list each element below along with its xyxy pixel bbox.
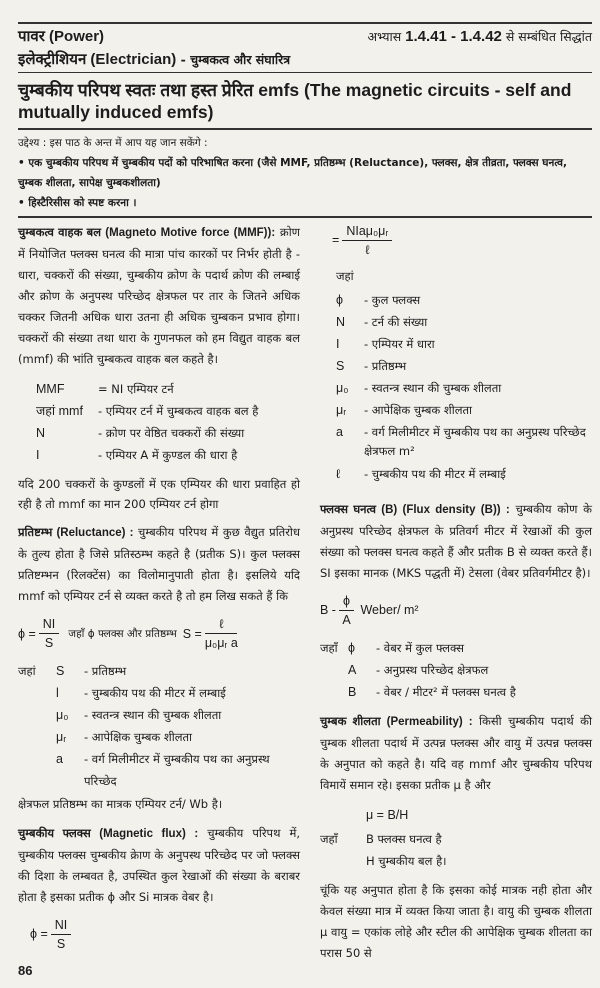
def-text: - वेबर / मीटर² में फ्लक्स घनत्व है — [376, 685, 516, 699]
def-text: - प्रतिष्ठम्भ — [84, 664, 127, 678]
def-symbol: a — [56, 752, 63, 766]
mmf-example: यदि 200 चक्करों के कुण्डलों में एक एम्पियर की धारा प्रवाहित हो रही है तो mmf का मान 200 एम्पियर टर्न होगा — [18, 477, 300, 511]
def-row — [348, 681, 592, 703]
flux-density-heading: फ्लक्स घनत्व (B) (Flux density (B)) : — [320, 504, 510, 516]
right-column — [320, 222, 592, 978]
def-text: - कुल फ्लक्स — [364, 293, 421, 307]
mmf-section — [18, 222, 300, 370]
objectives-rule — [18, 216, 592, 218]
reluctance-text: चुम्बकीय परिपथ में कुछ वैद्युत प्रतिरोध के तुल्य होता है जिसे प्रतिस्ठम्भ कहते है (प्रतीक S)। कुल फ्लक्स प्रतिष्टम्भन (रिलक्टेंस) का विलोमानुपाती होता है। इसलिये यदि mmf को एम्पियर टर्न से व्यक्त करते है तो हम लिख सकते हैं कि — [18, 525, 300, 603]
def-symbol: μ₀ — [336, 381, 349, 395]
def-row — [336, 289, 592, 311]
mmf-text: क्रोण में नियोजित फ्लक्स घनत्व की मात्रा पांच कारकों पर निर्भर होती है - धारा, चक्करों की संख्या, चुम्बकीय क्रोण के पदार्थ क्रोण की लम्बाई और क्रोण के अनुपस्थ परिच्छेद क्षेत्रफल पर तार के जितने अधिक चक्कर जितनी अधिक धारा उतना ही अधिक चुम्बकन प्रभाव होगा। चक्करों की संख्या तथा धारा के गुणनफल को हम विद्युत वाहक बल (mmf) की भांति चुम्बकत्व वाहक बल कहते है। — [18, 225, 301, 366]
def-symbol: ϕ — [348, 641, 356, 655]
mmf-definitions — [18, 378, 300, 466]
denominator: ℓ — [365, 243, 370, 257]
def-symbol: B — [348, 685, 357, 699]
def-text: = NI एम्पियर टर्न — [98, 382, 174, 396]
def-row — [36, 400, 300, 422]
numerator: ϕ — [339, 592, 354, 611]
columns — [18, 222, 592, 978]
formula-unit: Weber/ m² — [360, 602, 419, 617]
numerator: NI — [51, 916, 72, 935]
def-row — [56, 682, 300, 704]
def-row — [336, 423, 592, 461]
reluctance-formula — [18, 615, 300, 652]
formula-note: जहाँ ϕ फ्लक्स और प्रतिष्ठम्भ — [68, 627, 177, 640]
def-row — [36, 444, 300, 466]
reluctance-unit: क्षेत्रफल प्रतिष्ठम्भ का मात्रक एम्पियर टर्न/ Wb है। — [18, 797, 223, 811]
def-symbol: MMF — [36, 382, 65, 396]
trade-topic: - चुम्बकत्व और संघारित्र — [176, 51, 291, 67]
flux-text: चुम्बकीय परिपथ में, चुम्बकीय फ्लक्स चुम्बकीय क्रेाण के अनुपस्थ परिच्छेद पर जो फ्लक्स की दिशा के लम्बवत है, उपस्थित कुल रेखाओं की संख्या के बराबर होता है इसका प्रतीक ϕ और Si मात्रक वेबर है। — [18, 826, 300, 904]
def-row — [336, 463, 592, 485]
def-text: - आपेक्षिक चुम्बक शीलता — [84, 730, 193, 744]
def-row — [36, 422, 300, 444]
reluctance-heading: प्रतिष्टम्भ (Reluctance) : — [18, 527, 134, 539]
denominator: μ₀μᵣ a — [204, 636, 238, 650]
flux-density-section — [320, 499, 592, 584]
header-exercise — [367, 28, 592, 45]
header-row — [18, 24, 592, 49]
left-column — [18, 222, 300, 978]
formula-lhs: ϕ = — [18, 626, 36, 641]
flux-density-definitions — [348, 637, 592, 703]
def-symbol: a — [336, 425, 343, 439]
exercise-prefix: अभ्यास — [367, 28, 406, 44]
fraction — [342, 222, 392, 259]
objective-item: • एक चुम्बकीय परिपथ में चुम्बकीय पदों को परिभाषित करना (जैसे MMF, प्रतिष्ठम्भ (Reluctance), फ्लक्स, क्षेत्र तीव्रता, फ्लक्स घनत्व, चुम्बक शीलता, सापेक्ष चुम्बकशीलता) — [18, 157, 567, 189]
def-symbol: l — [56, 686, 59, 700]
def-row — [348, 637, 592, 659]
def-row — [336, 333, 592, 355]
fraction — [39, 615, 60, 652]
objectives — [18, 130, 592, 216]
def-row — [56, 704, 300, 726]
objective-item: • हिस्टैरिसीस को स्पष्ट करना । — [18, 197, 137, 209]
def-symbol: N — [36, 426, 46, 440]
denominator: S — [44, 636, 54, 650]
flux-density-where — [320, 637, 592, 703]
exercise-suffix: से सम्बंधित सिद्धांत — [501, 28, 592, 44]
def-text: - क्रोण पर वेष्ठित चक्करों की संख्या — [98, 426, 245, 440]
exercise-number: 1.4.41 - 1.4.42 — [405, 27, 502, 45]
where-label: जहाँ — [320, 641, 338, 655]
reluctance-where — [18, 660, 300, 792]
def-symbol: μᵣ — [336, 403, 347, 417]
def-text: - स्वतन्त्र स्थान की चुम्बक शीलता — [84, 708, 222, 722]
def-symbol: μ₀ — [56, 708, 69, 722]
def-text: - स्वतन्त्र स्थान की चुम्बक शीलता — [364, 381, 502, 395]
def-symbol: जहां mmf — [36, 404, 83, 418]
fraction — [205, 615, 238, 652]
def-text: - एम्पियर टर्न में चुम्बकत्व वाहक बल है — [98, 404, 259, 418]
def-symbol: N — [336, 315, 346, 329]
permeability-heading: चुम्बक शीलता (Permeability) : — [320, 716, 473, 728]
def-row — [56, 726, 300, 748]
def-text: - आपेक्षिक चुम्बक शीलता — [364, 403, 473, 417]
permeability-where — [320, 828, 592, 872]
header-subject: पावर (Power) — [18, 27, 105, 45]
permeability-formula: μ = B/H — [366, 808, 409, 822]
where-label: जहां — [18, 664, 36, 678]
def-symbol: ϕ — [336, 293, 344, 307]
reluctance-section — [18, 522, 300, 607]
def-text: - एम्पियर A में कुण्डल की धारा है — [98, 448, 238, 462]
formula-lhs: = — [332, 232, 340, 247]
formula-lhs: ϕ = — [30, 926, 48, 941]
def-row — [36, 378, 300, 400]
page-title: चुम्बकीय परिपथ स्वतः तथा हस्त प्रेरित emfs (The magnetic circuits - self and mutually induced emfs) — [18, 80, 572, 122]
def-text: - चुम्बकीय पथ की मीटर में लम्बाई — [364, 467, 506, 481]
permeability-text: किसी चुम्बकीय पदार्थ की चुम्बक शीलता पदार्थ में उत्पन्न फ्लक्स और वायु में उत्पन्न फ्लक्स के अनुपात को कहते है। यदि वह mmf और चुम्बकीय परिपथ विमायें समान रहे। इसका प्रतीक μ है और — [320, 714, 592, 792]
flux-heading: चुम्बकीय फ्लक्स (Magnetic flux) : — [18, 828, 199, 840]
numerator: ℓ — [205, 615, 237, 634]
flux-section — [18, 823, 300, 908]
def-text: - प्रतिष्ठम्भ — [364, 359, 407, 373]
where-label: जहाँ — [320, 832, 338, 846]
def-symbol: I — [36, 448, 40, 462]
reluctance-definitions — [56, 660, 300, 792]
def-text: - टर्न की संख्या — [364, 315, 428, 329]
def-symbol: S — [56, 664, 65, 678]
page-number: 86 — [18, 963, 33, 978]
def-row: H चुम्बकीय बल है। — [366, 854, 447, 868]
def-text: - एम्पियर में धारा — [364, 337, 435, 351]
def-symbol: ℓ — [336, 467, 341, 481]
def-row — [348, 659, 592, 681]
def-text: - वर्ग मिलीमीटर में चुम्बकीय पथ का अनुप्रस्थ परिच्छेद — [84, 752, 270, 788]
def-text: - वेबर में कुल फ्लक्स — [376, 641, 465, 655]
fraction — [51, 916, 72, 953]
def-row — [336, 355, 592, 377]
numerator: NI — [39, 615, 60, 634]
denominator: A — [342, 613, 351, 627]
def-text: - वर्ग मिलीमीटर में चुम्बकीय पथ का अनुप्रस्थ परिच्छेद क्षेत्रफल m² — [364, 425, 586, 458]
def-row — [336, 311, 592, 333]
fraction — [339, 592, 354, 629]
trade-name: इलेक्ट्रीशियन (Electrician) — [18, 50, 177, 68]
numerator: NIaμ₀μᵣ — [342, 222, 392, 241]
def-row: B फ्लक्स घनत्व है — [366, 832, 442, 846]
def-symbol: I — [336, 337, 340, 351]
def-row — [336, 399, 592, 421]
header-trade — [18, 49, 592, 72]
reluctance-flux-formula — [320, 222, 592, 259]
def-text: - अनुप्रस्थ परिच्छेद क्षेत्रफल — [376, 663, 489, 677]
permeability-note: चूंकि यह अनुपात होता है कि इसका कोई मात्रक नही होता और केवल संख्या मात्र में व्यक्त किया जाता है। वायु की चुम्बक शीलता μ वायु = एकांक लोहे और स्टील की आपेक्षिक चुम्बक शीलता का परास 50 से — [320, 883, 592, 960]
mmf-heading: चुम्बकत्व वाहक बल (Magneto Motive force (MMF)): — [18, 227, 276, 239]
def-symbol: S — [336, 359, 345, 373]
where-label: जहां — [336, 269, 354, 283]
def-row — [56, 748, 300, 792]
def-symbol: μᵣ — [56, 730, 67, 744]
flux-density-formula — [320, 592, 592, 629]
flux-formula — [18, 916, 300, 953]
def-row — [56, 660, 300, 682]
objectives-intro: उद्देश्य : इस पाठ के अन्त में आप यह जान सकेंगे : — [18, 137, 208, 149]
def-symbol: A — [348, 663, 357, 677]
permeability-section — [320, 711, 592, 796]
flux-density-text: चुम्बकीय कोण के अनुप्रस्थ परिच्छेद क्षेत्रफल के प्रतिवर्ग मीटर में रेखाओं की कुल संख्या को फ्लक्स घनत्व कहते हैं और प्रतीक B से व्यक्त करते हैं। SI इसका मानक (MKS पद्धती में) टेसला (वेबर प्रतिवर्गमीटर है)। — [320, 502, 592, 580]
formula-lhs: B - — [320, 602, 336, 617]
permeability-definitions — [366, 828, 592, 872]
denominator: S — [56, 937, 66, 951]
formula-lhs: S = — [182, 626, 202, 641]
def-text: - चुम्बकीय पथ की मीटर में लम्बाई — [84, 686, 226, 700]
def-row — [336, 377, 592, 399]
flux-definitions — [320, 289, 592, 485]
